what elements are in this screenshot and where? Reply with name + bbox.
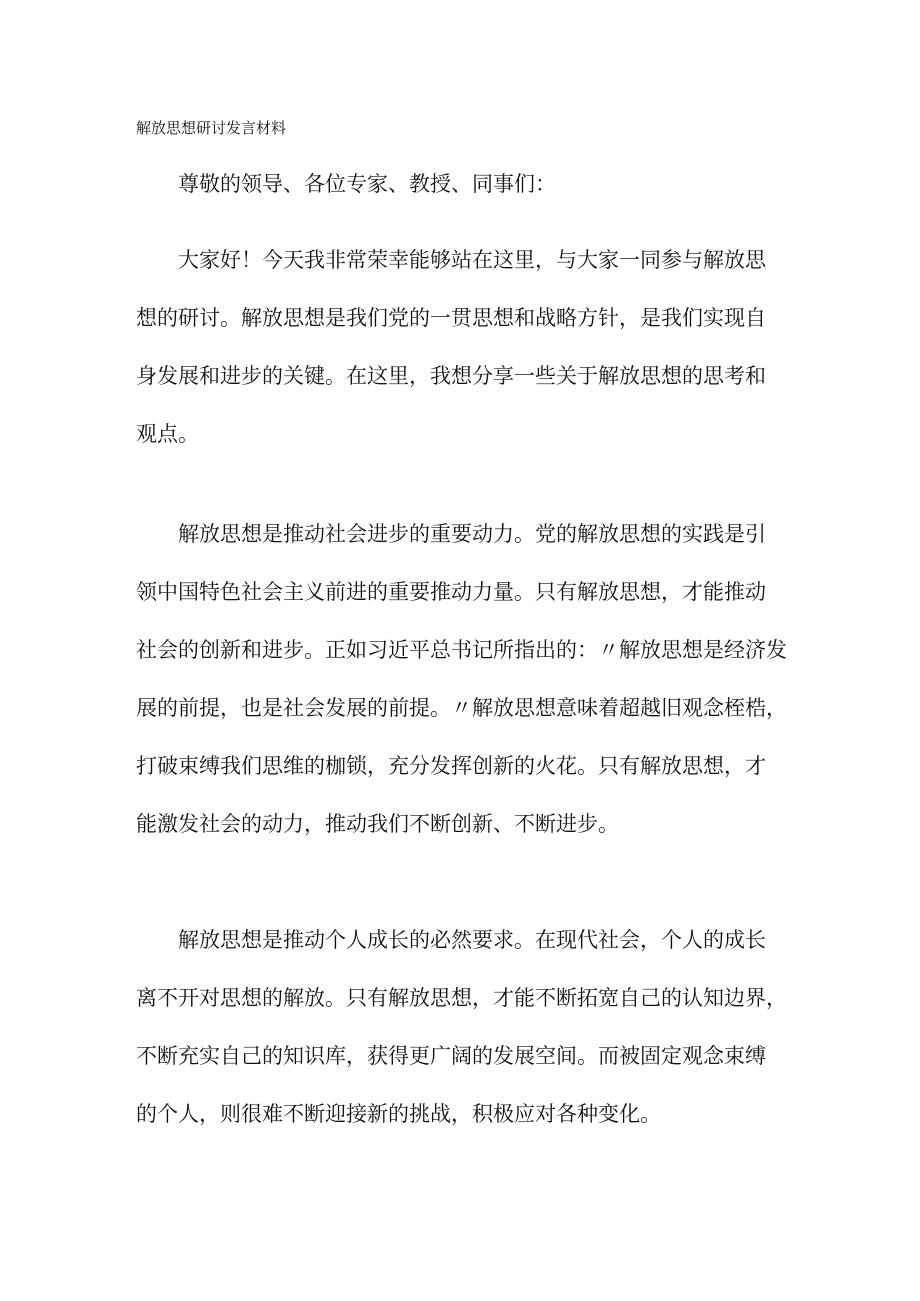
paragraph-line: 展的前提，也是社会发展的前提。〃解放思想意味着超越旧观念桎梏，: [136, 696, 787, 720]
document-title: 解放思想研讨发言材料: [136, 119, 287, 137]
paragraph-line: 大家好！今天我非常荣幸能够站在这里，与大家一同参与解放思: [178, 248, 766, 272]
paragraph-line: 观点。: [136, 422, 199, 446]
salutation-line: 尊敬的领导、各位专家、教授、同事们：: [178, 172, 556, 196]
paragraph-line: 的个人，则很难不断迎接新的挑战，积极应对各种变化。: [136, 1102, 661, 1126]
paragraph-1: [136, 231, 816, 463]
paragraph-line: 打破束缚我们思维的枷锁，充分发挥创新的火花。只有解放思想，才: [136, 754, 766, 778]
paragraph-2: [136, 505, 816, 853]
paragraph-3: [136, 911, 816, 1143]
salutation: [136, 155, 816, 213]
paragraph-line: 解放思想是推动个人成长的必然要求。在现代社会，个人的成长: [178, 928, 766, 952]
paragraph-line: 身发展和进步的关键。在这里，我想分享一些关于解放思想的思考和: [136, 364, 766, 388]
paragraph-line: 想的研讨。解放思想是我们党的一贯思想和战略方针，是我们实现自: [136, 306, 766, 330]
paragraph-line: 能激发社会的动力，推动我们不断创新、不断进步。: [136, 812, 619, 836]
paragraph-line: 解放思想是推动社会进步的重要动力。党的解放思想的实践是引: [178, 522, 766, 546]
paragraph-line: 不断充实自己的知识库，获得更广阔的发展空间。而被固定观念束缚: [136, 1044, 766, 1068]
paragraph-line: 社会的创新和进步。正如习近平总书记所指出的：〃解放思想是经济发: [136, 638, 787, 662]
paragraph-line: 领中国特色社会主义前进的重要推动力量。只有解放思想，才能推动: [136, 580, 766, 604]
paragraph-line: 离不开对思想的解放。只有解放思想，才能不断拓宽自己的认知边界，: [136, 986, 787, 1010]
